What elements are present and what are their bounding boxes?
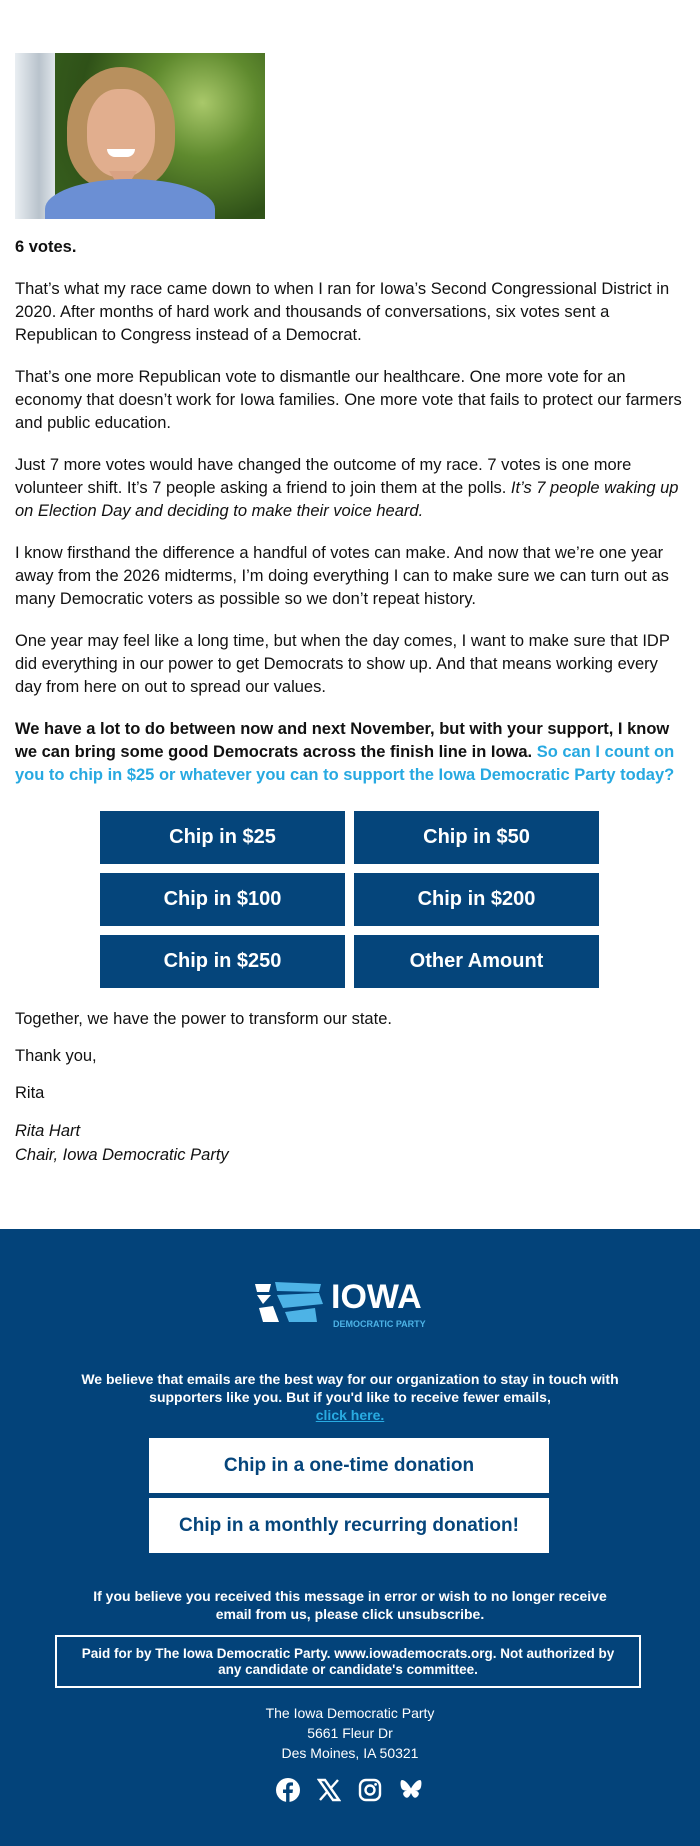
paragraph: One year may feel like a long time, but when the day comes, I want to make sure that IDP did everything in our power to get Democrats to show up. And that means working every day from here on out to spread our values. <box>15 632 670 696</box>
closing <box>15 1008 687 1201</box>
facebook-icon[interactable] <box>276 1778 300 1802</box>
paragraph-emphasis: It’s 7 people waking up on Election Day and deciding to make their voice heard. <box>15 479 679 520</box>
instagram-icon[interactable] <box>358 1778 382 1802</box>
signature-name: Rita Hart <box>15 1122 81 1140</box>
other-amount-button[interactable]: Other Amount <box>354 935 599 988</box>
closing-line: Together, we have the power to transform our state. <box>15 1010 392 1028</box>
logo-word: IOWA <box>331 1278 422 1316</box>
paragraph: That’s what my race came down to when I ran for Iowa’s Second Congressional District in 2020. After months of hard work and thousands of conversations, six votes sent a Republican to Congress instead of a Democrat. <box>15 280 670 344</box>
ask-text: We have a lot to do between now and next November, but with your support, I know we can bring some good Democrats across the finish line in Iowa. <box>15 720 670 761</box>
thanks: Thank you, <box>15 1047 97 1065</box>
mailing-address <box>0 1703 700 1763</box>
address-line: Des Moines, IA 50321 <box>281 1745 419 1761</box>
social-links <box>276 1778 423 1802</box>
chip-100-button[interactable]: Chip in $100 <box>100 873 345 926</box>
chip-250-button[interactable]: Chip in $250 <box>100 935 345 988</box>
letter-heading: 6 votes. <box>15 238 77 256</box>
ask-cta[interactable]: So can I count on you to chip in $25 or whatever you can to support the Iowa Democratic Party today? <box>15 743 675 784</box>
paragraph <box>15 454 687 523</box>
bluesky-icon[interactable] <box>399 1778 423 1802</box>
donation-buttons <box>100 811 687 988</box>
x-icon[interactable] <box>317 1778 341 1802</box>
one-time-donation-button[interactable]: Chip in a one-time donation <box>149 1438 549 1493</box>
address-line: 5661 Fleur Dr <box>307 1725 393 1741</box>
address-line: The Iowa Democratic Party <box>265 1705 435 1721</box>
footer <box>0 1229 700 1846</box>
author-photo <box>15 53 265 219</box>
logo-subtitle: DEMOCRATIC PARTY <box>333 1319 426 1329</box>
unsubscribe-notice: If you believe you received this message in error or wish to no longer receive email from us, please click unsubscribe. <box>93 1588 607 1622</box>
chip-50-button[interactable]: Chip in $50 <box>354 811 599 864</box>
fewer-emails-text: We believe that emails are the best way for our organization to stay in touch with supporters like you. But if you'd like to receive fewer emails, <box>81 1371 619 1405</box>
chip-200-button[interactable]: Chip in $200 <box>354 873 599 926</box>
fewer-emails-link[interactable]: click here. <box>315 1407 385 1423</box>
paragraph: That’s one more Republican vote to dismantle our healthcare. One more vote for an economy that doesn’t work for Iowa families. One more vote that fails to protect our farmers and public education. <box>15 368 682 432</box>
iowa-state-icon <box>253 1278 453 1330</box>
monthly-donation-button[interactable]: Chip in a monthly recurring donation! <box>149 1498 549 1553</box>
ask-paragraph <box>15 718 687 787</box>
signature-title: Chair, Iowa Democratic Party <box>15 1146 229 1164</box>
paragraph: I know firsthand the difference a handful of votes can make. And now that we’re one year away from the 2026 midterms, I’m doing everything I can to make sure we can turn out as many Democratic voters as possible so we don’t repeat history. <box>15 544 669 608</box>
chip-25-button[interactable]: Chip in $25 <box>100 811 345 864</box>
fewer-emails-notice <box>70 1370 630 1424</box>
iowa-democratic-party-logo <box>253 1278 453 1330</box>
paragraph-text: Just 7 more votes would have changed the outcome of my race. 7 votes is one more volunteer shift. It’s 7 people asking a friend to join them at the polls. <box>15 456 632 497</box>
paid-for-disclaimer: Paid for by The Iowa Democratic Party. www.iowademocrats.org. Not authorized by any candidate or candidate's committee. <box>55 1635 641 1688</box>
first-name: Rita <box>15 1084 45 1102</box>
signature <box>15 1119 687 1167</box>
